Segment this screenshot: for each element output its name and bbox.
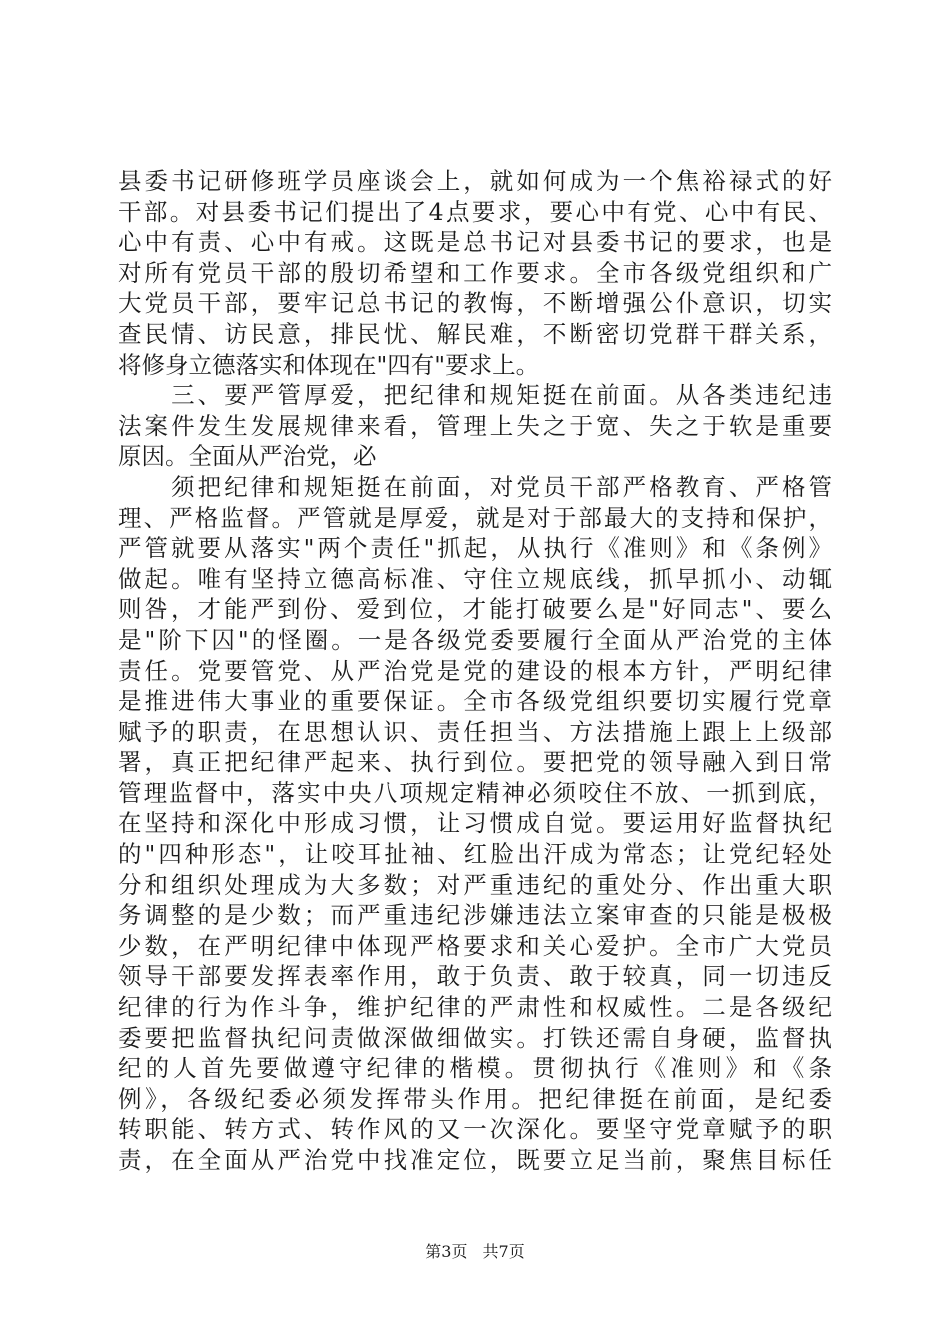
text-line: 严管就要从落实"两个责任"抓起，从执行《准则》和《条例》 xyxy=(118,534,832,563)
page-footer xyxy=(0,1242,950,1262)
body-text xyxy=(118,166,832,1176)
text-line: 是推进伟大事业的重要保证。全市各级党组织要切实履行党章 xyxy=(118,687,832,716)
text-line: 纪的人首先要做遵守纪律的楷模。贯彻执行《准则》和《条 xyxy=(118,1054,832,1083)
text-line: 法案件发生发展规律来看，管理上失之于宽、失之于软是重要 xyxy=(118,411,832,440)
text-line: 查民情、访民意，排民忧、解民难，不断密切党群干群关系， xyxy=(118,319,832,348)
text-line: 少数，在严明纪律中体现严格要求和关心爱护。全市广大党员 xyxy=(118,931,832,960)
text-line: 在坚持和深化中形成习惯，让习惯成自觉。要运用好监督执纪 xyxy=(118,809,832,838)
text-line: 将修身立德落实和体现在"四有"要求上。 xyxy=(118,350,540,379)
text-line: 做起。唯有坚持立德高标准、守住立规底线，抓早抓小、动辄 xyxy=(118,564,832,593)
text-line: 转职能、转方式、转作风的又一次深化。要坚守党章赋予的职 xyxy=(118,1115,832,1144)
text-line: 原因。全面从严治党，必 xyxy=(118,442,377,471)
text-line: 分和组织处理成为大多数；对严重违纪的重处分、作出重大职 xyxy=(118,870,832,899)
text-line: 是"阶下囚"的怪圈。一是各级党委要履行全面从严治党的主体 xyxy=(118,625,832,654)
text-line: 县委书记研修班学员座谈会上，就如何成为一个焦裕禄式的好 xyxy=(118,167,832,195)
text-line: 对所有党员干部的殷切希望和工作要求。全市各级党组织和广 xyxy=(118,258,832,287)
page-number: 第3页 xyxy=(425,1242,468,1261)
text-line: 干部。对县委书记们提出了4点要求，要心中有党、心中有民、 xyxy=(118,197,832,226)
text-line: 责，在全面从严治党中找准定位，既要立足当前，聚焦目标任 xyxy=(118,1146,832,1174)
text-line: 则咎，才能严到份、爱到位，才能打破要么是"好同志"、要么 xyxy=(118,595,832,624)
text-line: 署，真正把纪律严起来、执行到位。要把党的领导融入到日常 xyxy=(118,748,832,777)
text-line: 大党员干部，要牢记总书记的教悔，不断增强公仆意识，切实 xyxy=(118,289,832,318)
page-total: 共7页 xyxy=(482,1242,525,1261)
text-line: 责任。党要管党、从严治党是党的建设的根本方针，严明纪律 xyxy=(118,656,832,685)
text-line: 赋予的职责，在思想认识、责任担当、方法措施上跟上上级部 xyxy=(118,717,832,746)
text-line: 例》，各级纪委必须发挥带头作用。把纪律挺在前面，是纪委 xyxy=(118,1084,832,1113)
text-line: 纪律的行为作斗争，维护纪律的严肃性和权威性。二是各级纪 xyxy=(118,993,832,1022)
text-line: 管理监督中，落实中央八项规定精神必须咬住不放、一抓到底， xyxy=(118,778,832,807)
text-line: 理、严格监督。严管就是厚爱，就是对于部最大的支持和保护， xyxy=(118,503,832,532)
text-line: 务调整的是少数；而严重违纪涉嫌违法立案审查的只能是极极 xyxy=(118,901,832,930)
text-line: 委要把监督执纪问责做深做细做实。打铁还需自身硬，监督执 xyxy=(118,1023,832,1052)
text-line: 须把纪律和规矩挺在前面，对党员干部严格教育、严格管 xyxy=(118,472,832,501)
text-line: 三、要严管厚爱，把纪律和规矩挺在前面。从各类违纪违 xyxy=(118,381,832,410)
text-line: 心中有责、心中有戒。这既是总书记对县委书记的要求，也是 xyxy=(118,228,832,257)
text-line: 领导干部要发挥表率作用，敢于负责、敢于较真，同一切违反 xyxy=(118,962,832,991)
text-line: 的"四种形态"，让咬耳扯袖、红脸出汗成为常态；让党纪轻处 xyxy=(118,840,832,869)
